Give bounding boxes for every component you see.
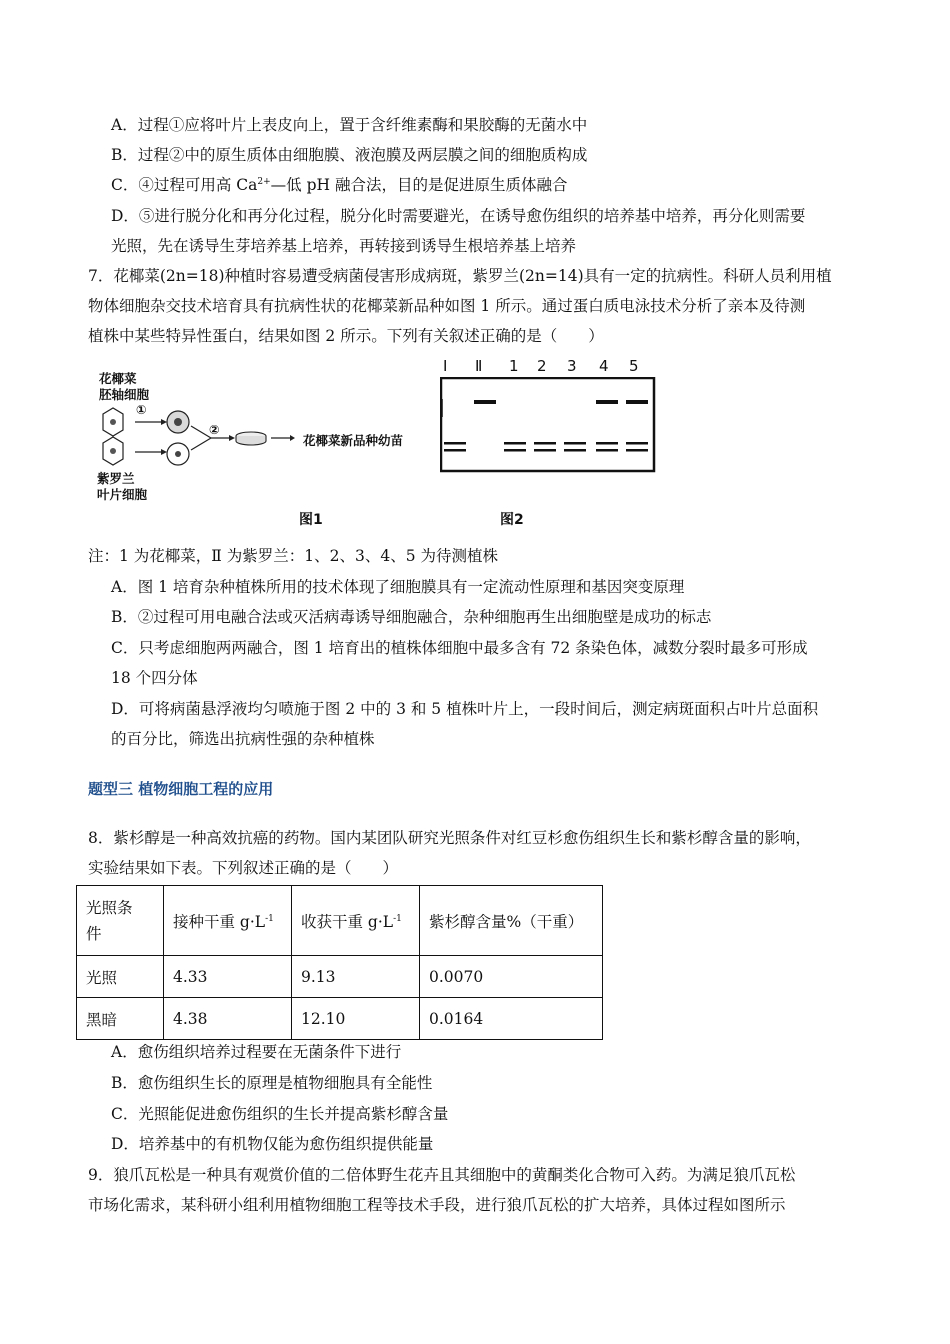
table-header-harvest-text: 收获干重 g·L	[301, 912, 394, 931]
table-header-taxol-content: 紫杉醇含量%（干重）	[420, 886, 603, 956]
lane-label-i: Ⅰ	[443, 357, 448, 375]
table-header-light-condition-line1: 光照条	[86, 898, 133, 917]
arrow-stock-head	[161, 449, 167, 455]
table-row	[77, 998, 603, 1040]
table-cell: 9.13	[292, 956, 420, 998]
table-cell: 黑暗	[77, 998, 164, 1040]
figure1-step1-label: ①	[136, 402, 147, 417]
q7-stem-line1: 7．花椰菜(2n=18)种植时容易遭受病菌侵害形成病斑，紫罗兰(2n=14)具有一定的抗病性。科研人员利用植	[88, 267, 832, 285]
table-cell: 4.38	[164, 998, 292, 1040]
q8-option-d: D．培养基中的有机物仅能为愈伤组织提供能量	[111, 1135, 434, 1153]
fusion-line-bottom	[191, 438, 211, 450]
q8-option-c: C．光照能促进愈伤组织的生长并提高紫杉醇含量	[111, 1105, 449, 1123]
figure1-result-label: 花椰菜新品种幼苗	[303, 433, 404, 448]
q6-option-d-line2: 光照，先在诱导生芽培养基上培养，再转接到诱导生根培养基上培养	[111, 237, 577, 255]
q9-stem-line1: 9．狼爪瓦松是一种具有观赏价值的二倍体野生花卉且其细胞中的黄酮类化合物可入药。为满足狼爪瓦松	[88, 1166, 796, 1184]
figure1-label-broccoli	[99, 371, 149, 403]
lane-label-4: 4	[599, 357, 609, 375]
table-cell: 0.0070	[420, 956, 603, 998]
gel-frame	[441, 378, 654, 471]
q6-option-c-pre: C．④过程可用高 Ca	[111, 176, 258, 194]
q6-option-c-sup: 2+	[257, 177, 271, 187]
q9-stem-line2: 市场化需求，某科研小组利用植物细胞工程等技术手段，进行狼爪瓦松的扩大培养，具体过程如图所示	[88, 1196, 786, 1214]
table-header-harvest-dry-weight	[292, 886, 420, 956]
figure1-label-stock	[97, 471, 147, 503]
q8-option-b: B．愈伤组织生长的原理是植物细胞具有全能性	[111, 1074, 433, 1092]
q6-option-c-post: —低 pH 融合法，目的是促进原生质体融合	[270, 176, 568, 194]
arrow-result-head	[290, 435, 295, 441]
table-cell: 4.33	[164, 956, 292, 998]
petri-dish-body	[236, 436, 266, 445]
band-ii-top	[474, 400, 496, 404]
table-header-row	[77, 886, 603, 956]
stock-protoplast-nucleus	[175, 451, 181, 457]
table-cell: 0.0164	[420, 998, 603, 1040]
figure1-label-broccoli-line2: 胚轴细胞	[99, 387, 150, 402]
figure1-diagram	[95, 400, 295, 475]
lane-label-3: 3	[567, 357, 577, 375]
q8-stem-line1: 8．紫杉醇是一种高效抗癌的药物。国内某团队研究光照条件对红豆杉愈伤组织生长和紫杉醇含量的影响，	[88, 829, 811, 847]
table-header-light-condition	[77, 886, 164, 956]
q8-data-table	[76, 885, 603, 1040]
q6-option-b: B．过程②中的原生质体由细胞膜、液泡膜及两层膜之间的细胞质构成	[111, 146, 588, 164]
q7-stem-line3: 植株中某些特异性蛋白，结果如图 2 所示。下列有关叙述正确的是（ ）	[88, 327, 604, 345]
lane-label-1: 1	[509, 357, 519, 375]
lane-label-ii: Ⅱ	[475, 357, 483, 375]
figure2-gel	[440, 377, 656, 473]
q8-option-a: A．愈伤组织培养过程要在无菌条件下进行	[111, 1043, 402, 1061]
figure1-label-stock-line1: 紫罗兰	[97, 471, 135, 486]
q7-option-c-line2: 18 个四分体	[111, 669, 198, 687]
lane-label-2: 2	[537, 357, 547, 375]
arrow-step1-head	[161, 419, 167, 425]
q7-stem-line2: 物体细胞杂交技术培育具有抗病性状的花椰菜新品种如图 1 所示。通过蛋白质电泳技术分析了亲本及待测	[88, 297, 806, 315]
q8-stem-line2: 实验结果如下表。下列叙述正确的是（ ）	[88, 859, 399, 877]
table-row	[77, 956, 603, 998]
q7-option-d-line1: D．可将病菌悬浮液均匀喷施于图 2 中的 3 和 5 植株叶片上，一段时间后，测定病斑面积占叶片总面积	[111, 700, 819, 718]
table-cell: 光照	[77, 956, 164, 998]
figure1-label-stock-line2: 叶片细胞	[97, 487, 148, 502]
table-header-light-condition-line2: 件	[86, 924, 102, 943]
figure1-label-broccoli-line1: 花椰菜	[99, 371, 137, 386]
broccoli-protoplast-nucleus	[174, 418, 182, 426]
table-header-inoculum-dry-weight	[164, 886, 292, 956]
lane-label-5: 5	[629, 357, 639, 375]
section-heading: 题型三 植物细胞工程的应用	[88, 780, 274, 798]
arrow-step2-head	[229, 435, 235, 441]
stock-cell-nucleus	[110, 448, 116, 454]
table-header-inoculum-text: 接种干重 g·L	[173, 912, 266, 931]
q6-option-d-line1: D．⑤进行脱分化和再分化过程，脱分化时需要避光，在诱导愈伤组织的培养基中培养，再分化则需要	[111, 207, 806, 225]
q6-option-c	[111, 175, 567, 195]
q7-option-d-line2: 的百分比，筛选出抗病性强的杂种植株	[111, 730, 375, 748]
figure1-step2-label: ②	[209, 422, 220, 437]
q6-option-a: A．过程①应将叶片上表皮向上，置于含纤维素酶和果胶酶的无菌水中	[111, 116, 588, 134]
q7-option-b: B．②过程可用电融合法或灭活病毒诱导细胞融合，杂种细胞再生出细胞壁是成功的标志	[111, 608, 712, 626]
table-cell: 12.10	[292, 998, 420, 1040]
figure2-caption: 图2	[500, 512, 524, 528]
band-4-top	[596, 400, 618, 404]
q7-option-c-line1: C．只考虑细胞两两融合，图 1 培育出的植株体细胞中最多含有 72 条染色体，减数分裂时最多可形成	[111, 639, 808, 657]
q7-option-a: A．图 1 培育杂种植株所用的技术体现了细胞膜具有一定流动性原理和基因突变原理	[111, 578, 685, 596]
band-5-top	[626, 400, 648, 404]
q7-note: 注：1 为花椰菜，Ⅱ 为紫罗兰：1、2、3、4、5 为待测植株	[88, 547, 498, 565]
table-header-inoculum-sup: -1	[265, 913, 274, 924]
table-header-harvest-sup: -1	[393, 913, 402, 924]
figure2-lane-labels	[440, 357, 660, 377]
fusion-line-top	[191, 426, 211, 438]
broccoli-cell-nucleus	[110, 419, 116, 425]
figure1-caption: 图1	[299, 512, 323, 528]
